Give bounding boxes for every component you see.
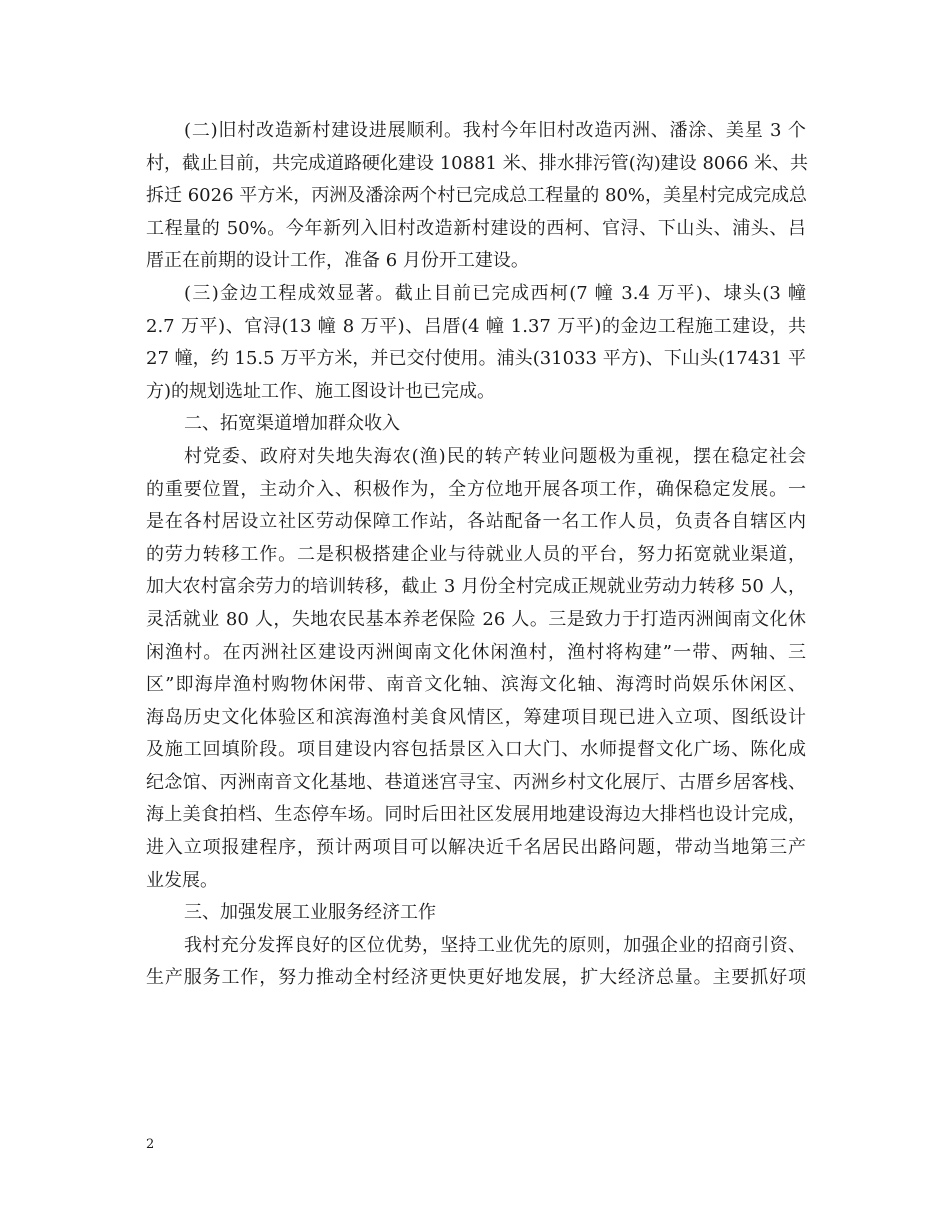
text-line: 及施工回填阶段。项目建设内容包括景区入口大门、水师提督文化广场、陈化成 — [146, 739, 806, 761]
text-line: 我村充分发挥良好的区位优势，坚持工业优先的原则，加强企业的招商引资、 — [184, 934, 806, 956]
text-line: 厝正在前期的设计工作，准备 6 月份开工建设。 — [146, 250, 529, 272]
text-line: 2.7 万平)、官浔(13 幢 8 万平)、吕厝(4 幢 1.37 万平)的金边工程施工建设，共 — [146, 315, 806, 337]
text-line: 村，截止目前，共完成道路硬化建设 10881 米、排水排污管(沟)建设 8066 米、共 — [146, 152, 808, 174]
text-line: 二、拓宽渠道增加群众收入 — [184, 413, 400, 435]
text-line: 海岛历史文化体验区和滨海渔村美食风情区，筹建项目现已进入立项、图纸设计 — [146, 706, 806, 728]
text-line: 进入立项报建程序，预计两项目可以解决近千名居民出路问题，带动当地第三产 — [146, 837, 806, 859]
text-line: 灵活就业 80 人，失地农民基本养老保险 26 人。三是致力于打造丙洲闽南文化休 — [146, 608, 806, 630]
text-line: 海上美食拍档、生态停车场。同时后田社区发展用地建设海边大排档也设计完成， — [146, 804, 806, 826]
text-line: (三)金边工程成效显著。截止目前已完成西柯(7 幢 3.4 万平)、埭头(3 幢 — [184, 282, 806, 304]
text-line: 生产服务工作，努力推动全村经济更快更好地发展，扩大经济总量。主要抓好项 — [146, 967, 806, 989]
document-body — [146, 115, 806, 995]
text-line: 是在各村居设立社区劳动保障工作站，各站配备一名工作人员，负责各自辖区内 — [146, 511, 806, 533]
text-line: 拆迁 6026 平方米，丙洲及潘涂两个村已完成总工程量的 80%，美星村完成完成总 — [146, 185, 807, 207]
page-number: 2 — [146, 1137, 155, 1152]
text-line: 闲渔村。在丙洲社区建设丙洲闽南文化休闲渔村，渔村将构建”一带、两轴、三 — [146, 641, 806, 663]
text-line: 27 幢，约 15.5 万平方米，并已交付使用。浦头(31033 平方)、下山头(17431 平 — [146, 348, 806, 370]
text-line: 村党委、政府对失地失海农(渔)民的转产转业问题极为重视，摆在稳定社会 — [184, 445, 806, 467]
text-line: 方)的规划选址工作、施工图设计也已完成。 — [146, 380, 496, 402]
text-line: 的劳力转移工作。二是积极搭建企业与待就业人员的平台，努力拓宽就业渠道， — [146, 543, 806, 565]
text-line: (二)旧村改造新村建设进展顺利。我村今年旧村改造丙洲、潘涂、美星 3 个 — [184, 120, 806, 141]
text-line: 三、加强发展工业服务经济工作 — [184, 902, 436, 924]
text-line: 的重要位置，主动介入、积极作为，全方位地开展各项工作，确保稳定发展。一 — [146, 478, 806, 500]
text-line: 纪念馆、丙洲南音文化基地、巷道迷宫寻宝、丙洲乡村文化展厅、古厝乡居客栈、 — [146, 771, 806, 793]
text-line: 加大农村富余劳力的培训转移，截止 3 月份全村完成正规就业劳动力转移 50 人， — [146, 576, 806, 598]
text-line: 工程量的 50%。今年新列入旧村改造新村建设的西柯、官浔、下山头、浦头、吕 — [146, 217, 806, 239]
text-line: 区”即海岸渔村购物休闲带、南音文化轴、滨海文化轴、海湾时尚娱乐休闲区、 — [146, 674, 806, 696]
text-line: 业发展。 — [146, 869, 218, 891]
